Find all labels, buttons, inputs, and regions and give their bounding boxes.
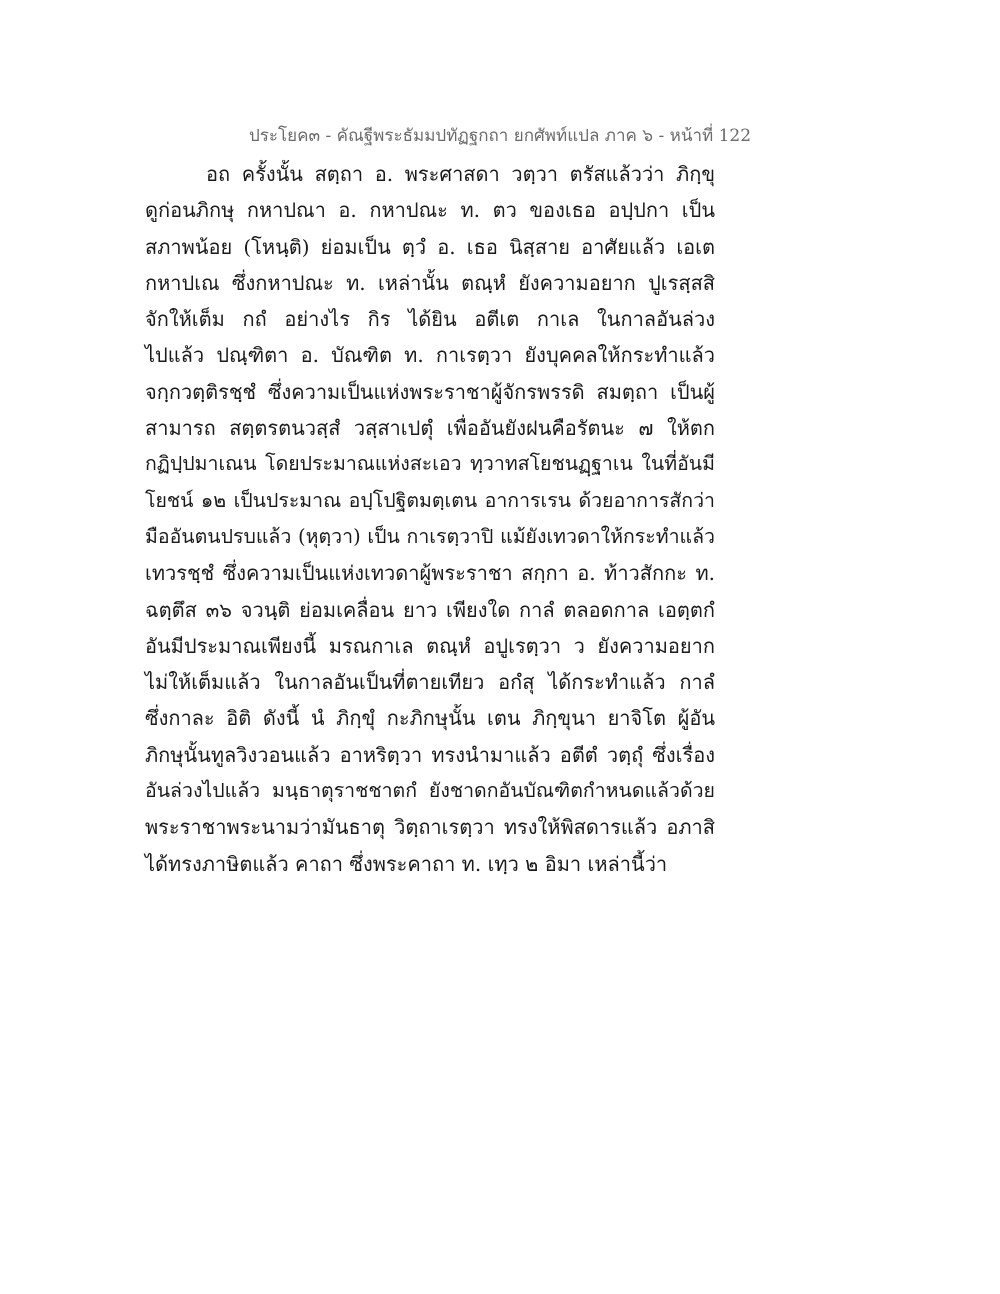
text-line: ซึ่งกาละ อิติ ดังนี้ นํ ภิกฺขุํ กะภิกษุนั้น เตน ภิกฺขุนา ยาจิโต ผู้อัน — [145, 706, 715, 731]
text-line: โยชน์ ๑๒ เป็นประมาณ อปฺโปฐิตมตฺเตน อาการเรน ด้วยอาการสักว่า — [145, 488, 715, 512]
text-line: ได้ทรงภาษิตแล้ว คาถา ซึ่งพระคาถา ท. เทฺว ๒ อิมา เหล่านี้ว่า — [145, 851, 668, 876]
text-line: ฉตฺตึส ๓๖ จวนฺติ ย่อมเคลื่อน ยาว เพียงใด กาลํ ตลอดกาล เอตฺตกํ — [145, 597, 715, 622]
text-line: อถ ครั้งนั้น สตฺถา อ. พระศาสดา วตฺวา ตรัสแล้วว่า ภิกฺขุ — [206, 162, 715, 186]
text-line: จกฺกวตฺติรชฺชํ ซึ่งความเป็นแห่งพระราชาผู้จักรพรรดิ สมตฺถา เป็นผู้ — [145, 379, 715, 404]
text-line: อันมีประมาณเพียงนี้ มรณกาเล ตณฺหํ อปูเรตฺวา ว ยังความอยาก — [145, 633, 715, 658]
text-line: ไปแล้ว ปณฺฑิตา อ. บัณฑิต ท. กาเรตฺวา ยังบุคคลให้กระทำแล้ว — [145, 343, 715, 368]
text-line: ภิกษุนั้นทูลวิงวอนแล้ว อาหริตฺวา ทรงนำมาแล้ว อตีตํ วตฺถุํ ซึ่งเรื่อง — [145, 742, 715, 767]
text-line: ดูก่อนภิกษุ กหาปณา อ. กหาปณะ ท. ตว ของเธอ อปฺปกา เป็น — [145, 198, 715, 223]
page-header: ประโยค๓ - คัณฐีพระธัมมปทัฏฐกถา ยกศัพท์แปล ภาค ๖ - หน้าที่ 122 — [248, 126, 752, 146]
text-line: กฏิปฺปมาเณน โดยประมาณแห่งสะเอว ทฺวาทสโยชนฏฺฐาเน ในที่อันมี — [145, 452, 715, 476]
text-line: อันล่วงไปแล้ว มนฺธาตุราชชาตกํ ยังชาดกอันบัณฑิตกำหนดแล้วด้วย — [145, 779, 715, 803]
text-line: มืออันตนปรบแล้ว (หุตฺวา) เป็น กาเรตฺวาปิ แม้ยังเทวดาให้กระทำแล้ว — [145, 524, 715, 548]
text-line: สามารถ สตฺตรตนวสฺสํ วสฺสาเปตุํ เพื่ออันยังฝนคือรัตนะ ๗ ให้ตก — [145, 416, 715, 441]
text-line: เทวรชฺชํ ซึ่งความเป็นแห่งเทวดาผู้พระราชา สกฺกา อ. ท้าวสักกะ ท. — [145, 561, 715, 586]
text-line: ไม่ให้เต็มแล้ว ในกาลอันเป็นที่ตายเทียว อกํสุ ได้กระทำแล้ว กาลํ — [145, 670, 715, 695]
text-line: จักให้เต็ม กถํ อย่างไร กิร ได้ยิน อตีเต กาเล ในกาลอันล่วง — [145, 307, 715, 332]
text-line: พระราชาพระนามว่ามันธาตุ วิตฺถาเรตฺวา ทรงให้พิสดารแล้ว อภาสิ — [145, 815, 715, 840]
text-line: สภาพน้อย (โหนฺติ) ย่อมเป็น ตฺวํ อ. เธอ นิสฺสาย อาศัยแล้ว เอเต — [145, 234, 715, 259]
body-text — [145, 156, 715, 882]
text-line: กหาปเณ ซึ่งกหาปณะ ท. เหล่านั้น ตณฺหํ ยังความอยาก ปูเรสฺสสิ — [145, 270, 715, 295]
